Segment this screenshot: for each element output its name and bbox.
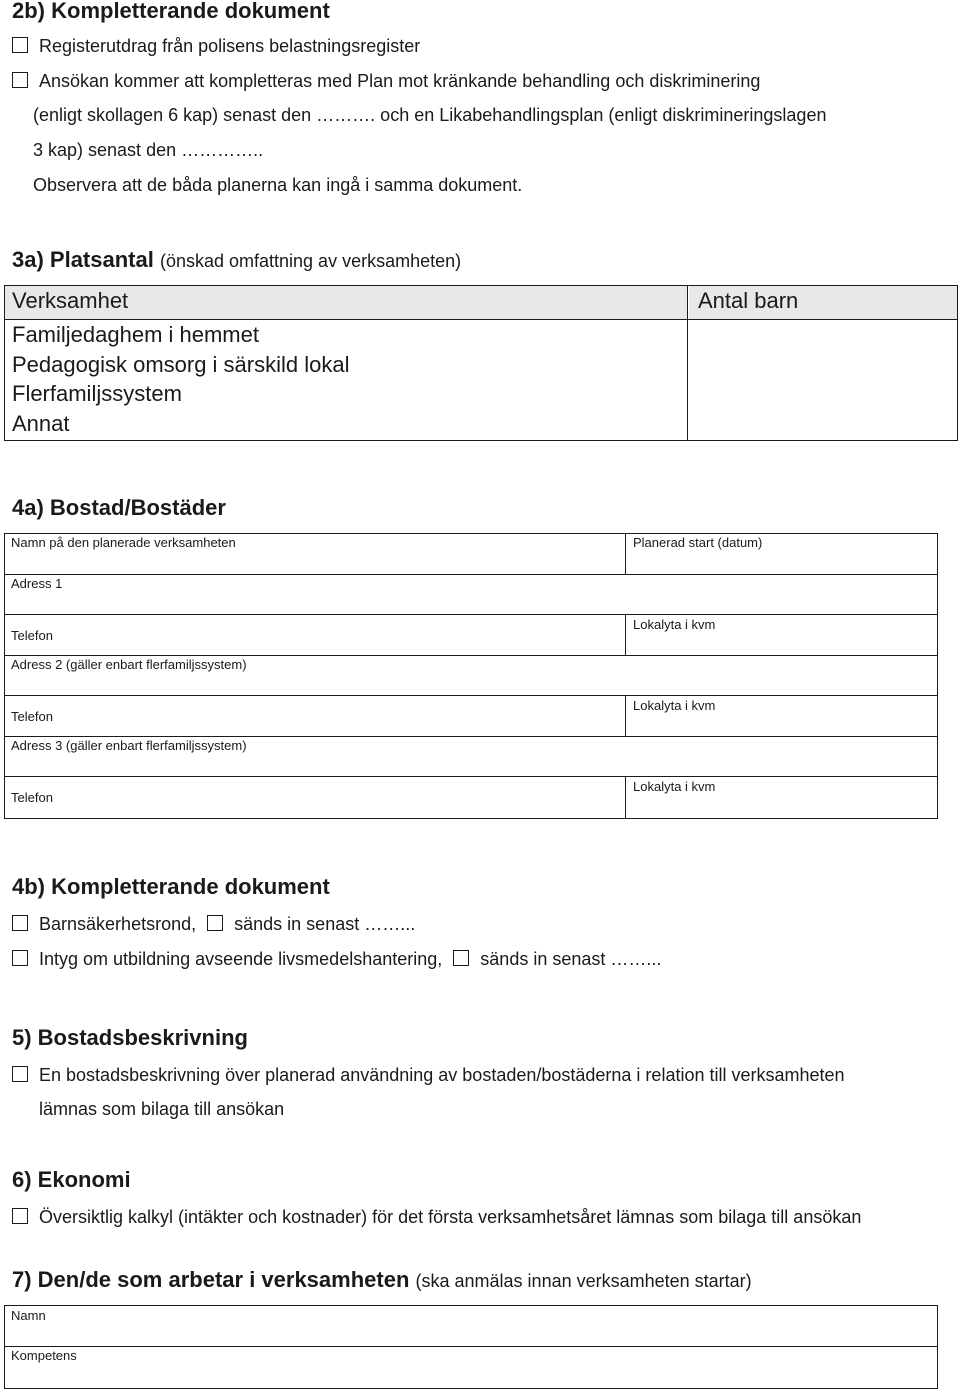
section-7-title: 7) Den/de som arbetar i verksamheten [12, 1267, 410, 1292]
field-label-phone1: Telefon [11, 628, 53, 643]
checkbox-row-plans [12, 71, 760, 92]
bostad-col-divider [625, 695, 626, 736]
checkbox-row-livsmedel [12, 949, 661, 970]
checkbox-label: Registerutdrag från polisens belastningsregister [39, 36, 421, 56]
checkbox-police-record[interactable] [12, 37, 28, 53]
row-familjedaghem: Familjedaghem i hemmet [12, 322, 259, 347]
checkbox-plans[interactable] [12, 72, 28, 88]
checkbox-livsmedel-sands[interactable] [453, 950, 469, 966]
checkbox-label: Intyg om utbildning avseende livsmedelshantering, [39, 949, 443, 969]
checkbox-row-barnsakerhet [12, 914, 415, 935]
row-flerfamiljssystem: Flerfamiljssystem [12, 381, 182, 406]
section-4a-title: 4a) Bostad/Bostäder [12, 495, 226, 520]
checkbox-barnsakerhetsrond[interactable] [12, 915, 28, 931]
bostad-divider [4, 574, 938, 575]
plans-note: Observera att de båda planerna kan ingå i samma dokument. [33, 175, 523, 195]
antal-barn-input[interactable] [690, 322, 955, 439]
checkbox-label: Översiktlig kalkyl (intäkter och kostnader) för det första verksamhetsåret lämnas som bilaga till ansökan [39, 1207, 862, 1227]
section-5-title: 5) Bostadsbeskrivning [12, 1025, 248, 1050]
checkbox-row-police-record [12, 36, 420, 57]
checkbox-livsmedel-intyg[interactable] [12, 950, 28, 966]
personal-table [4, 1305, 938, 1389]
bostad-divider [4, 776, 938, 777]
bostad-col-divider [625, 776, 626, 819]
bostad-col-divider [625, 614, 626, 655]
row-annat: Annat [12, 411, 70, 436]
field-label-start: Planerad start (datum) [633, 535, 763, 550]
field-label-phone2: Telefon [11, 709, 53, 724]
col-verksamhet: Verksamhet [12, 288, 129, 313]
row-pedagogisk-omsorg: Pedagogisk omsorg i särskild lokal [12, 352, 350, 377]
bostad-divider [4, 655, 938, 656]
section-6-title: 6) Ekonomi [12, 1167, 131, 1192]
checkbox-bostadsbeskrivning[interactable] [12, 1066, 28, 1082]
bostadsbeskrivning-line2: lämnas som bilaga till ansökan [39, 1099, 285, 1119]
field-label-area2: Lokalyta i kvm [633, 698, 716, 713]
field-label-address1: Adress 1 [11, 576, 63, 591]
field-label-name: Namn på den planerade verksamheten [11, 535, 236, 550]
checkbox-row-bostadsbeskrivning [12, 1065, 845, 1086]
field-label-area1: Lokalyta i kvm [633, 617, 716, 632]
bostad-col-divider [625, 533, 626, 574]
checkbox-label: sänds in senast ……... [480, 949, 662, 969]
section-2b-title: 2b) Kompletterande dokument [12, 0, 330, 23]
section-4b-title: 4b) Kompletterande dokument [12, 874, 330, 899]
platsantal-column-divider [687, 285, 688, 441]
section-7-subtitle: (ska anmälas innan verksamheten startar) [415, 1271, 752, 1291]
checkbox-barnsakerhet-sands[interactable] [207, 915, 223, 931]
checkbox-label: Barnsäkerhetsrond, [39, 914, 197, 934]
platsantal-header-divider [4, 319, 958, 320]
field-label-address2: Adress 2 (gäller enbart flerfamiljssystem) [11, 657, 247, 672]
field-label-namn: Namn [11, 1308, 46, 1323]
field-label-area3: Lokalyta i kvm [633, 779, 716, 794]
field-label-kompetens: Kompetens [11, 1348, 77, 1363]
personal-divider [4, 1346, 938, 1347]
checkbox-kalkyl[interactable] [12, 1208, 28, 1224]
checkbox-row-kalkyl [12, 1207, 861, 1228]
col-antal-barn: Antal barn [698, 288, 799, 313]
field-label-address3: Adress 3 (gäller enbart flerfamiljssystem) [11, 738, 247, 753]
bostad-divider [4, 695, 938, 696]
checkbox-label: En bostadsbeskrivning över planerad användning av bostaden/bostäderna i relation till verksamheten [39, 1065, 845, 1085]
section-3a-subtitle: (önskad omfattning av verksamheten) [159, 251, 462, 271]
plans-text-line2: (enligt skollagen 6 kap) senast den ………. och en Likabehandlingsplan (enligt diskrimineringslagen [33, 105, 827, 125]
section-3a-heading [12, 247, 461, 273]
bostad-divider [4, 736, 938, 737]
plans-text-line3: 3 kap) senast den ………….. [33, 140, 264, 160]
section-7-heading [12, 1267, 752, 1293]
section-3a-title: 3a) Platsantal [12, 247, 154, 272]
field-label-phone3: Telefon [11, 790, 53, 805]
bostad-divider [4, 614, 938, 615]
checkbox-label: Ansökan kommer att kompletteras med Plan mot kränkande behandling och diskriminering [39, 71, 761, 91]
checkbox-label: sänds in senast ……... [234, 914, 416, 934]
